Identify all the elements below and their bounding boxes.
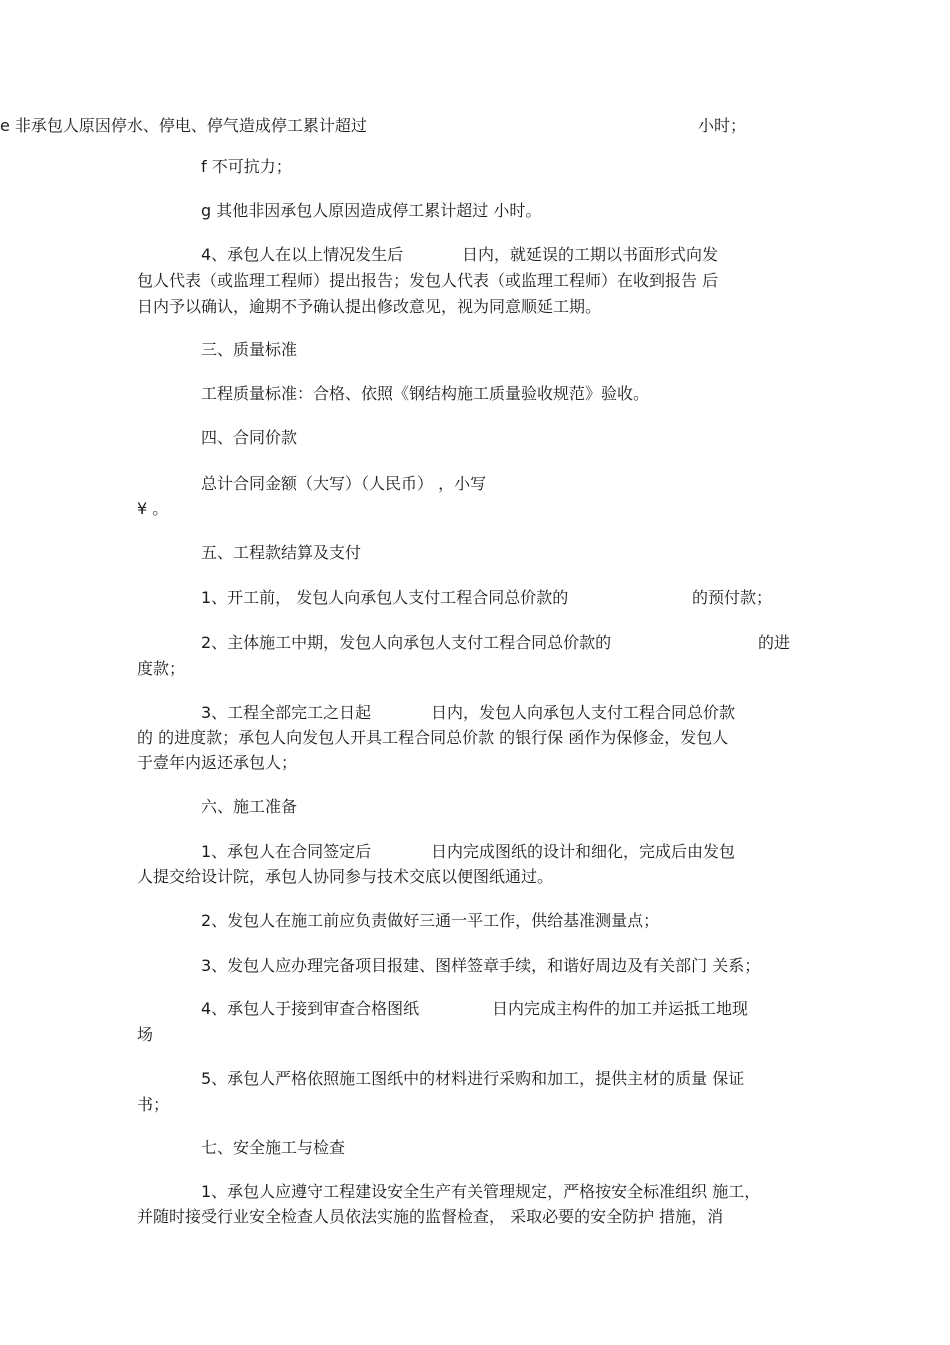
text-line: 1、开工前， 发包人向承包人支付工程合同总价款的	[201, 588, 569, 607]
text-line-fragment: 日内，就延误的工期以书面形式向发	[462, 245, 719, 264]
section-heading: 四、合同价款	[201, 428, 298, 447]
text-line: 场	[137, 1025, 154, 1044]
text-line: 4、承包人在以上情况发生后	[201, 245, 404, 264]
section-heading: 六、施工准备	[201, 797, 298, 816]
text-line: 并随时接受行业安全检查人员依法实施的监督检查， 采取必要的安全防护 措施，消	[137, 1207, 724, 1226]
text-line: 人提交给设计院，承包人协同参与技术交底以便图纸通过。	[137, 867, 554, 886]
text-line: 的 的进度款；承包人向发包人开具工程合同总价款 的银行保 函作为保修金，发包人	[137, 728, 729, 747]
text-line: g 其他非因承包人原因造成停工累计超过 小时。	[201, 201, 542, 220]
text-line-fragment: 小时；	[698, 116, 747, 135]
text-line: 工程质量标准：合格、依照《钢结构施工质量验收规范》验收。	[201, 384, 650, 403]
text-line: 总计合同金额（大写）（人民币） ，小写	[201, 474, 487, 493]
text-line: 5、承包人严格依照施工图纸中的材料进行采购和加工，提供主材的质量 保证	[201, 1069, 745, 1088]
text-line: 1、承包人应遵守工程建设安全生产有关管理规定，严格按安全标准组织 施工，	[201, 1182, 761, 1201]
text-line: 4、承包人于接到审查合格图纸	[201, 999, 420, 1018]
text-line: 2、发包人在施工前应负责做好三通一平工作，供给基准测量点；	[201, 911, 660, 930]
text-line-fragment: 日内，发包人向承包人支付工程合同总价款	[431, 703, 736, 722]
text-line: e 非承包人原因停水、停电、停气造成停工累计超过	[0, 116, 367, 135]
text-line: 3、发包人应办理完备项目报建、图样签章手续，和谐好周边及有关部门 关系；	[201, 956, 761, 975]
section-heading: 三、质量标准	[201, 340, 298, 359]
text-line: f 不可抗力；	[201, 157, 292, 176]
text-line-fragment: 日内完成图纸的设计和细化，完成后由发包	[431, 842, 736, 861]
text-line-fragment: 的预付款；	[692, 588, 773, 607]
text-line: 1、承包人在合同签定后	[201, 842, 372, 861]
text-line: 包人代表（或监理工程师）提出报告；发包人代表（或监理工程师）在收到报告 后	[137, 271, 719, 290]
text-line: 日内予以确认，逾期不予确认提出修改意见，视为同意顺延工期。	[137, 297, 602, 316]
text-line: 度款；	[137, 659, 186, 678]
text-line-fragment: 日内完成主构件的加工并运抵工地现	[492, 999, 749, 1018]
text-line-fragment: 的进	[758, 633, 791, 652]
text-line: 3、工程全部完工之日起	[201, 703, 372, 722]
section-heading: 七、安全施工与检查	[201, 1138, 346, 1157]
text-line: 书；	[137, 1095, 170, 1114]
text-line: 于壹年内返还承包人；	[137, 753, 298, 772]
text-line: ¥ 。	[137, 499, 169, 518]
text-line: 2、主体施工中期，发包人向承包人支付工程合同总价款的	[201, 633, 612, 652]
section-heading: 五、工程款结算及支付	[201, 543, 362, 562]
